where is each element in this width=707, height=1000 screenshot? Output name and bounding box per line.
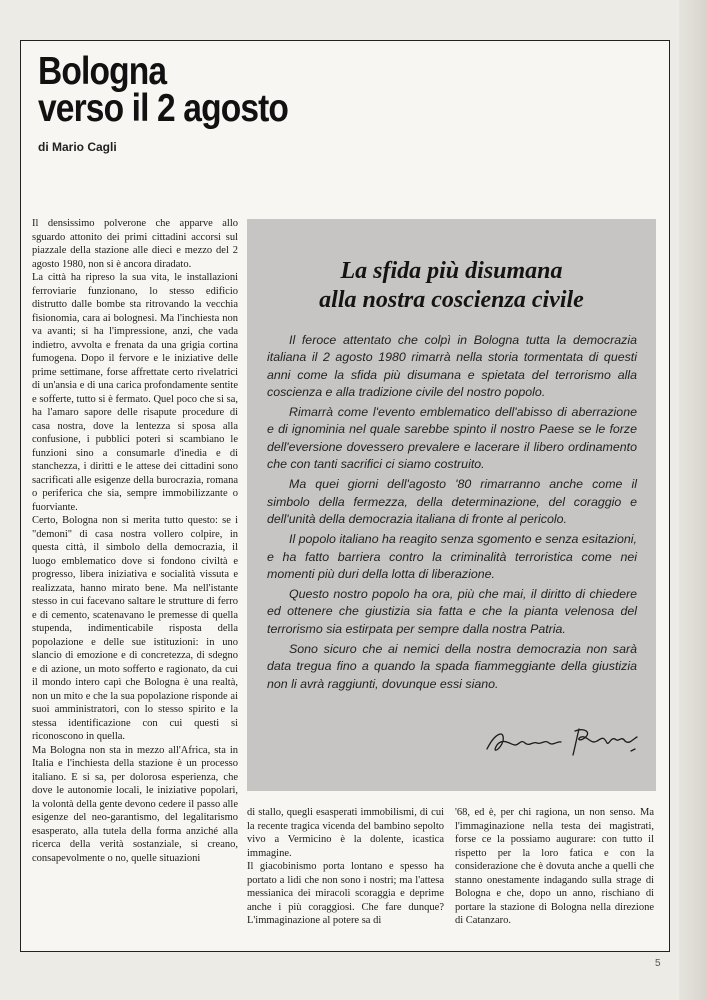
text-column-1 [32,217,238,865]
statement-paragraph: Sono sicuro che ai nemici della nostra democrazia non sarà data tregua fino a quando la spada fiammeggiante della giustizia non li avrà raggiunti, dovunque essi siano. [267,642,637,691]
box-headline: La sfida più disumana alla nostra coscienza civile [319,258,584,313]
handwritten-signature [483,715,643,765]
pertini-statement-box [247,219,656,791]
statement-text [267,332,637,696]
article-byline: di Mario Cagli [38,140,117,154]
paragraph: Ma Bologna non sta in mezzo all'Africa, sta in Italia e l'inchiesta della stazione è un processo italiano. E si sa, per dolorosa esperienza, che dove le autonomie locali, le iniziative popolari, la volontà della gente devono cedere il passo alle esigenze del neo-garantismo, del legalitarismo esasperato, alla tutela della forma anziché alla ricerca della verità sostanziale, si creano, consapevolmente o no, quelle situazioni [32,744,238,864]
paragraph: di stallo, quegli esasperati immobilismi, di cui la recente tragica vicenda del bambino sepolto vivo a Vermicino è la dolente, icastica immagine. [247,807,444,859]
statement-paragraph: Il popolo italiano ha reagito senza sgomento e senza esitazioni, e ha fatto barriera contro la criminalità terroristica come nei momenti più duri della lotta di liberazione. [267,532,637,581]
statement-paragraph: Questo nostro popolo ha ora, più che mai, il diritto di chiedere ed ottenere che giustizia sia fatta e che la pianta velenosa del terrorismo sia estirpata per sempre dalla nostra Patria. [267,587,637,636]
article-title: Bologna verso il 2 agosto [38,50,289,130]
statement-paragraph: Rimarrà come l'evento emblematico dell'abisso di aberrazione e di ignominia nel quale sarebbe spinto il nostro Paese se le forze dell'eversione dovessero prevalere e lacerare il libero ordinamento che con tanti sacrifici ci siamo costruito. [267,405,637,472]
text-column-2 [247,806,444,928]
page-edge-shadow [679,0,707,1000]
statement-paragraph: Il feroce attentato che colpì in Bologna tutta la democrazia italiana il 2 agosto 1980 rimarrà nella storia tormentata di questi anni come la sfida più disumana e spietata del terrorismo alla coscienza e alla tradizione civile del nostro popolo. [267,333,637,399]
paragraph: Il giacobinismo porta lontano e spesso ha portato a lidi che non sono i nostri; ma l'attesa messianica dei miracoli scoraggia e deprime anche i più coraggiosi. Che fare dunque? L'immaginazione al potere sa di [247,861,444,926]
text-column-3 [455,806,654,928]
paragraph: Certo, Bologna non si merita tutto questo: se i "demoni" di casa nostra vollero colpire, in questa città, il simbolo della democrazia, il luogo emblematico dove si fondono civiltà e progresso, libera iniziativa e socialità vissuta e realizzata, hanno mirato bene. Ma nell'istante stesso in cui facevano saltare le strutture di ferro e di cemento, scatenavano le premesse di quella stupenda, indimenticabile risposta della popolazione e delle sue istituzioni: in uno slancio di emozione e di concretezza, di sdegno e di azione, un moto sofferto e ragionato, da cui il mondo intero capì che Bologna è una realtà, non un mito e che la sua popolazione risponde ai suoi amministratori, con lo stesso spirito e la stessa identificazione con cui questi si riconoscono in quella. [32,515,238,742]
paragraph: La città ha ripreso la sua vita, le installazioni ferroviarie funzionano, lo stesso edificio distrutto dalle bombe sta ritrovando la vecchia fisionomia, cara ai bolognesi. Ma l'inchiesta non va avanti; si ha l'impressione, anzi, che vada indietro, avvolta e frenata da una grigia cortina fumogena. Dopo il fervore e le iniziative delle prime settimane, forse affrettate certo rivelatrici di un'ansia e di una carica profondamente sentite e sofferte, tutto si è fermato. Quel poco che si sa, ha l'amaro sapore delle risapute procedure di casa nostra, dove la lentezza si sposa alla confusione, i pubblici poteri si scambiano le funzioni sino a consumarle d'inedia e di stanchezza, i diritti e le attese dei cittadini sono sacrificati alle esigenze della burocrazia, romana o periferica che sia, sempre immobilizzante o fuorviante. [32,272,238,513]
page-number: 5 [655,958,661,969]
paragraph: Il densissimo polverone che apparve allo sguardo attonito dei primi cittadini accorsi sul piazzale della stazione alle dieci e mezzo del 2 agosto 1980, non si è ancora diradato. [32,218,238,270]
paragraph: '68, ed è, per chi ragiona, un non senso. Ma l'immaginazione nella testa dei magistrati, forse ce la possiamo augurare: con tutto il rispetto per la loro fatica e con la considerazione che è dovuta anche a quelli che stanno onestamente indagando sulla strage di Bologna e che, dopo un anno, rischiano di portare la stazione di Bologna nella direzione di Catanzaro. [455,807,654,926]
statement-paragraph: Ma quei giorni dell'agosto '80 rimarranno anche come il simbolo della fermezza, della determinazione, del coraggio e dell'unità della democrazia italiana di fronte al pericolo. [267,477,637,526]
